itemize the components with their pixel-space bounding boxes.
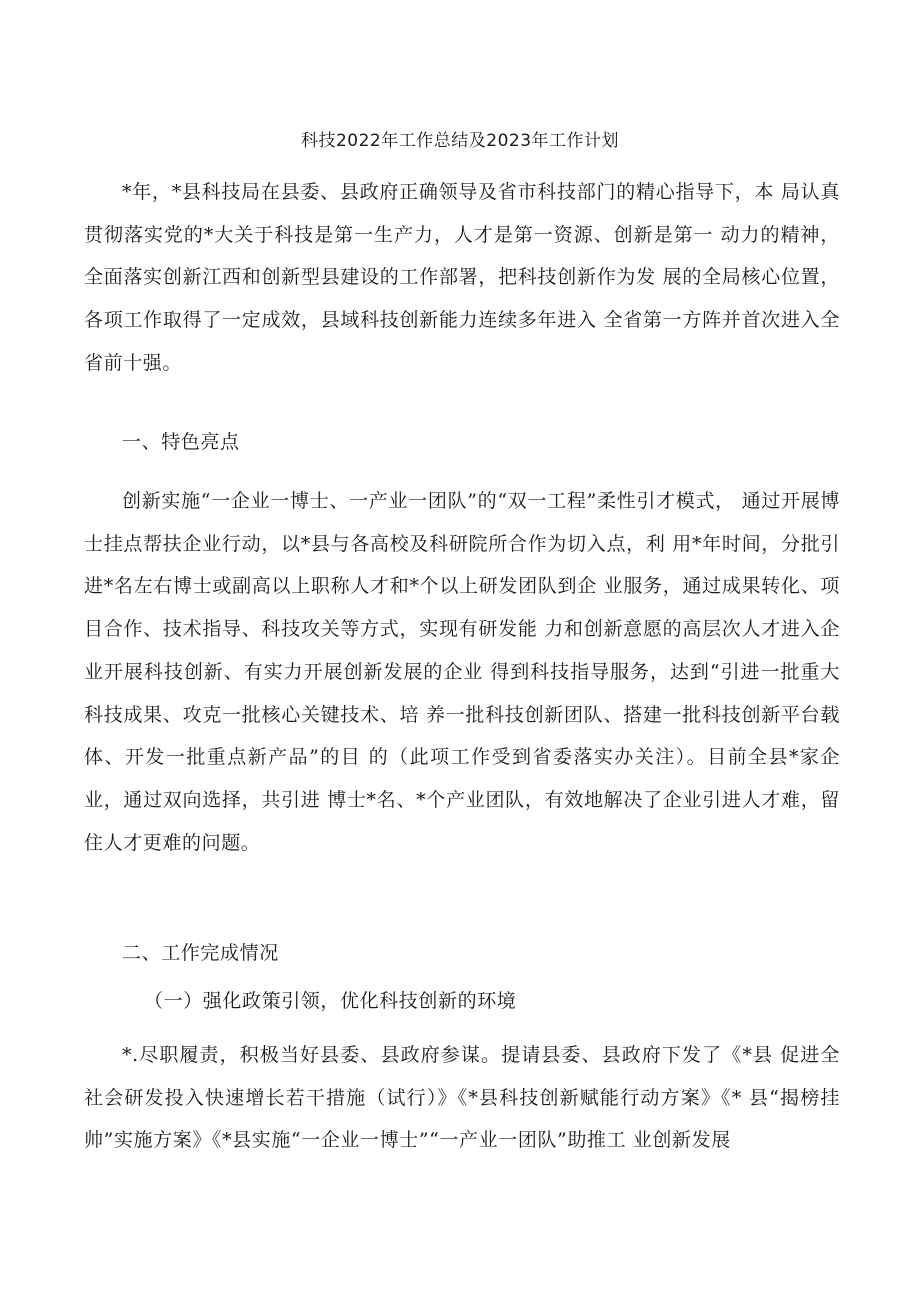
subsection-heading-policy: （一）强化政策引领，优化科技创新的环境 xyxy=(144,990,517,1012)
intro-paragraph: *年，*县科技局在县委、县政府正确领导及省市科技部门的精心指导下，本 局认真贯彻落实党的*大关于科技是第一生产力，人才是第一资源、创新是第一 动力的精神，全面落实创新江西和创新型县建设的工作部署，把科技创新作为发 展的全局核心位置，各项工作取得了一定成效，县域科技创新能力连续多年进入 全省第一方阵并首次进入全省前十强。 xyxy=(84,181,840,374)
document-title: 科技2022年工作总结及2023年工作计划 xyxy=(300,131,620,151)
highlights-paragraph: 创新实施“一企业一博士、一产业一团队”的“双一工程”柔性引才模式， 通过开展博士挂点帮扶企业行动，以*县与各高校及科研院所合作为切入点，利 用*年时间，分批引进*名左右博士或副高以上职称人才和*个以上研发团队到企 业服务，通过成果转化、项目合作、技术指导、科技攻关等方式，实现有研发能 力和创新意愿的高层次人才进入企业开展科技创新、有实力开展创新发展的企业 得到科技指导服务，达到“引进一批重大科技成果、攻克一批核心关键技术、培 养一批科技创新团队、搭建一批科技创新平台载体、开发一批重点新产品”的目 的（此项工作受到省委落实办关注）。目前全县*家企业，通过双向选择，共引进 博士*名、*个产业团队，有效地解决了企业引进人才难，留住人才更难的问题。 xyxy=(84,490,840,854)
section-heading-work-completion: 二、工作完成情况 xyxy=(122,942,279,964)
policy-paragraph: *.尽职履责，积极当好县委、县政府参谋。提请县委、县政府下发了《*县 促进全社会研发投入快速增长若干措施（试行）》《*县科技创新赋能行动方案》《* 县“揭榜挂帅”实施方案》《*县实施“一企业一博士”“一产业一团队”助推工 业创新发展 xyxy=(84,1044,840,1152)
section-heading-highlights: 一、特色亮点 xyxy=(122,431,240,453)
